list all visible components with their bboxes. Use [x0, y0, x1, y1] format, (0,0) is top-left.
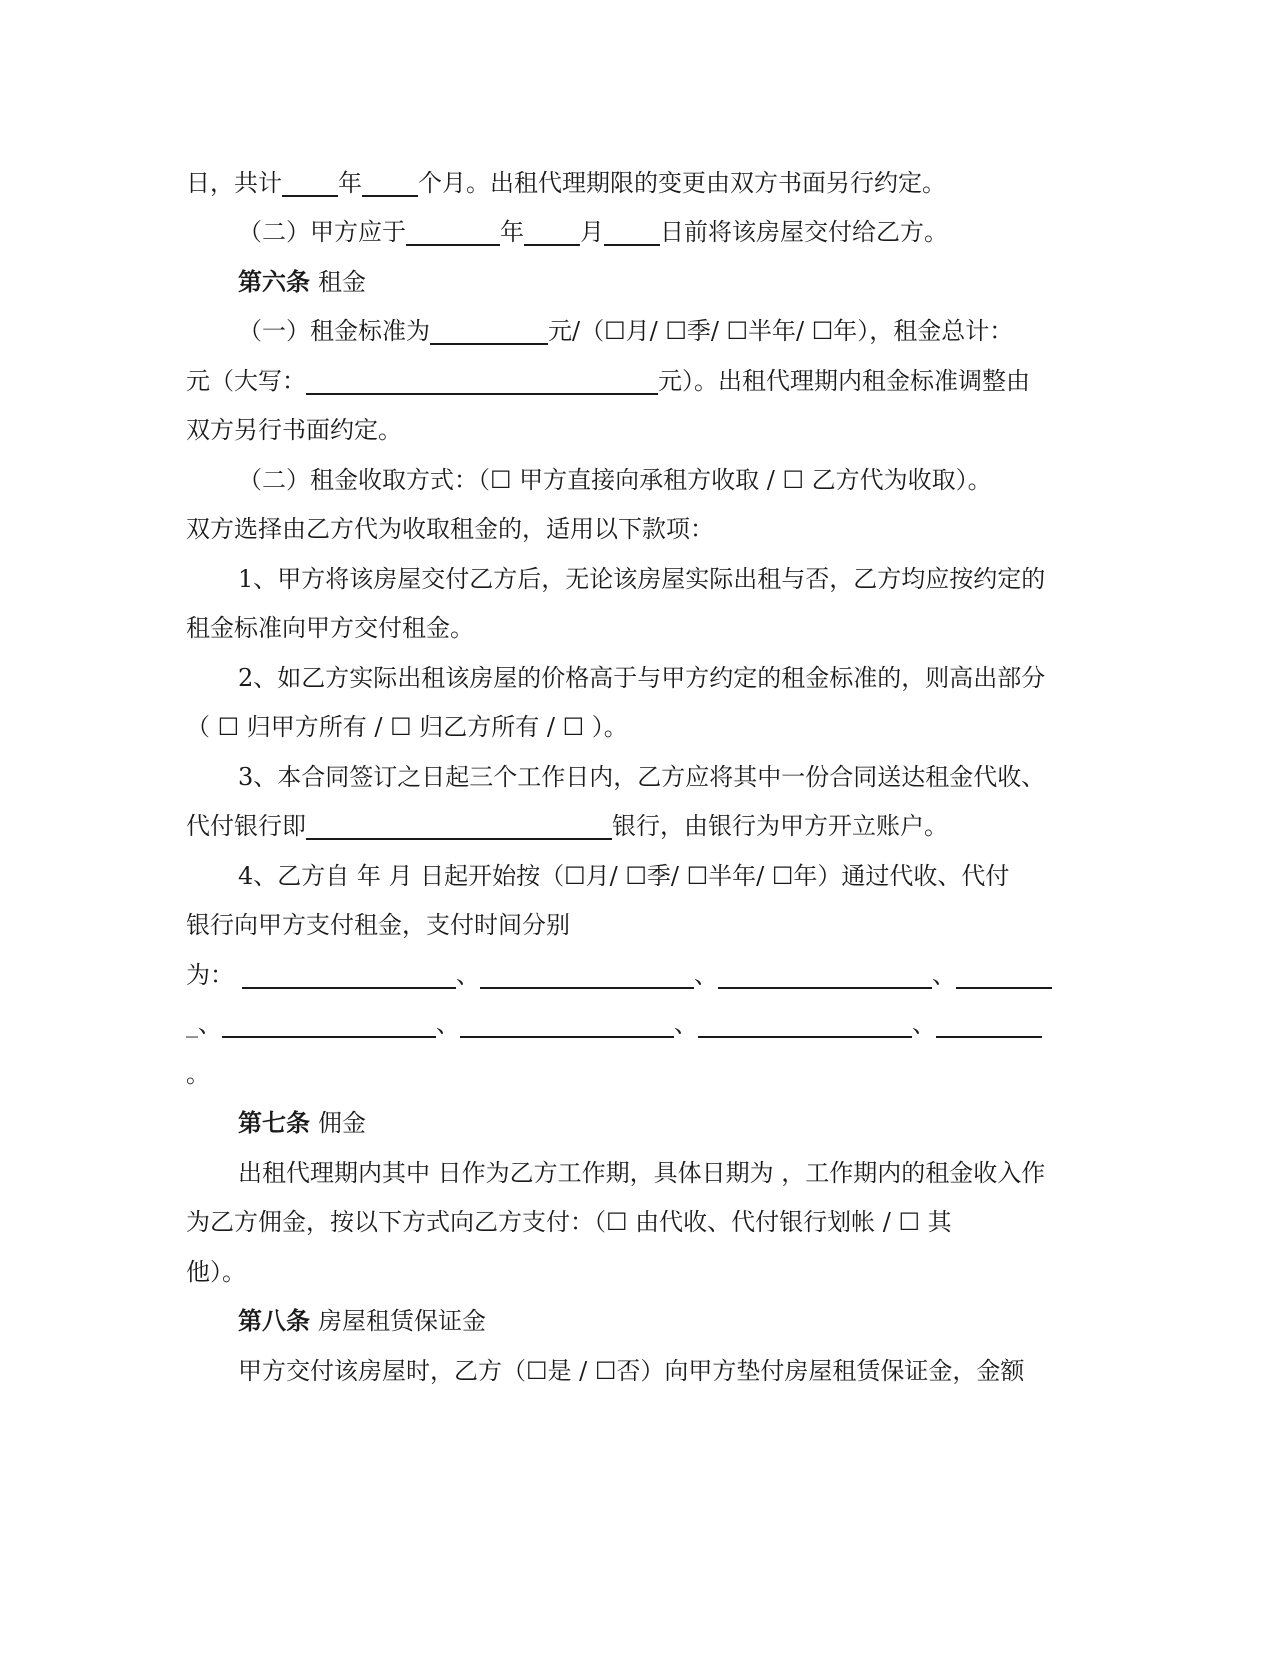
article-title: 佣金 [318, 1109, 366, 1137]
text-segment: 代付银行即 [186, 812, 306, 840]
text-segment: 、 [694, 961, 718, 989]
text-line [238, 309, 1138, 353]
text-segment: 、 [932, 961, 956, 989]
text-segment: 4、乙方自 年 月 日起开始按（☐月/ ☐季/ ☐半年/ ☐年）通过代收、代付 [238, 862, 1010, 890]
blank-field[interactable] [306, 812, 612, 840]
text-segment: 出租代理期内其中 日作为乙方工作期，具体日期为 ，工作期内的租金收入作 [238, 1159, 1046, 1187]
text-line [186, 161, 1086, 205]
text-line [186, 804, 1086, 848]
text-line [238, 1349, 1138, 1393]
text-line [238, 656, 1138, 700]
text-segment: 、 [912, 1010, 936, 1038]
blank-field[interactable] [956, 961, 1052, 989]
text-line [238, 557, 1138, 601]
text-segment: 银行，由银行为甲方开立账户。 [612, 812, 948, 840]
blank-field[interactable] [524, 218, 580, 246]
article-title: 房屋租赁保证金 [318, 1307, 486, 1335]
text-line [186, 903, 1086, 947]
text-line [186, 705, 1086, 749]
text-segment: 、 [674, 1010, 698, 1038]
text-segment: （ ☐ 归甲方所有 / ☐ 归乙方所有 / ☐ ）。 [186, 713, 628, 741]
blank-field[interactable] [406, 218, 500, 246]
article-number: 第六条 [238, 267, 310, 296]
text-line [238, 1151, 1138, 1195]
blank-field[interactable] [460, 1010, 674, 1038]
blank-field[interactable] [282, 169, 338, 197]
text-segment: 双方另行书面约定。 [186, 416, 402, 444]
text-line [186, 1250, 1086, 1294]
text-segment: 、 [436, 1010, 460, 1038]
text-segment: 、 [456, 961, 480, 989]
text-segment: 个月。出租代理期限的变更由双方书面另行约定。 [418, 169, 946, 197]
blank-field[interactable] [480, 961, 694, 989]
text-segment: （一）租金标准为 [238, 317, 430, 345]
text-line [186, 359, 1086, 403]
text-segment: 元/（☐月/ ☐季/ ☐半年/ ☐年），租金总计： [548, 317, 1014, 345]
section-heading [238, 260, 1138, 304]
text-line [186, 507, 1086, 551]
text-segment: 月 [580, 218, 604, 246]
text-line [238, 210, 1138, 254]
blank-field[interactable] [242, 961, 456, 989]
text-line [186, 606, 1086, 650]
text-segment: 双方选择由乙方代为收取租金的，适用以下款项： [186, 515, 714, 543]
text-segment: _、 [186, 1010, 222, 1038]
text-segment: 银行向甲方支付租金，支付时间分别 [186, 911, 570, 939]
text-segment: （二）租金收取方式：（☐ 甲方直接向承租方收取 / ☐ 乙方代为收取）。 [238, 466, 992, 494]
text-line [186, 408, 1086, 452]
text-line [238, 854, 1138, 898]
article-number: 第八条 [238, 1306, 310, 1335]
text-segment: 为乙方佣金，按以下方式向乙方支付：（☐ 由代收、代付银行划帐 / ☐ 其 [186, 1208, 952, 1236]
blank-field[interactable] [604, 218, 660, 246]
article-title: 租金 [318, 268, 366, 296]
text-segment: 元）。出租代理期内租金标准调整由 [658, 367, 1030, 395]
blank-field[interactable] [936, 1010, 1042, 1038]
text-line [186, 953, 1086, 997]
blank-field[interactable] [698, 1010, 912, 1038]
text-line [238, 458, 1138, 502]
blank-field[interactable] [222, 1010, 436, 1038]
text-segment: 年 [500, 218, 524, 246]
text-segment: 为： [186, 961, 234, 989]
text-segment: 甲方交付该房屋时，乙方（☐是 / ☐否）向甲方垫付房屋租赁保证金，金额 [238, 1357, 1025, 1385]
text-segment: 他）。 [186, 1258, 246, 1286]
text-line [238, 755, 1138, 799]
text-segment: （二）甲方应于 [238, 218, 406, 246]
article-number: 第七条 [238, 1108, 310, 1137]
text-segment: 年 [338, 169, 362, 197]
blank-field[interactable] [430, 317, 548, 345]
text-line [186, 1200, 1086, 1244]
blank-field[interactable] [718, 961, 932, 989]
text-segment: 1、甲方将该房屋交付乙方后，无论该房屋实际出租与否，乙方均应按约定的 [238, 565, 1046, 593]
text-segment: 。 [186, 1060, 210, 1088]
section-heading [238, 1299, 1138, 1343]
blank-field[interactable] [362, 169, 418, 197]
text-segment: 租金标准向甲方交付租金。 [186, 614, 474, 642]
section-heading [238, 1101, 1138, 1145]
text-line [186, 1002, 1086, 1046]
text-line [186, 1052, 1086, 1096]
text-segment: 日，共计 [186, 169, 282, 197]
text-segment: 日前将该房屋交付给乙方。 [660, 218, 948, 246]
text-segment: 3、本合同签订之日起三个工作日内，乙方应将其中一份合同送达租金代收、 [238, 763, 1046, 791]
text-segment: 2、如乙方实际出租该房屋的价格高于与甲方约定的租金标准的，则高出部分 [238, 664, 1046, 692]
text-segment: 元（大写： [186, 367, 306, 395]
blank-field[interactable] [306, 367, 658, 395]
